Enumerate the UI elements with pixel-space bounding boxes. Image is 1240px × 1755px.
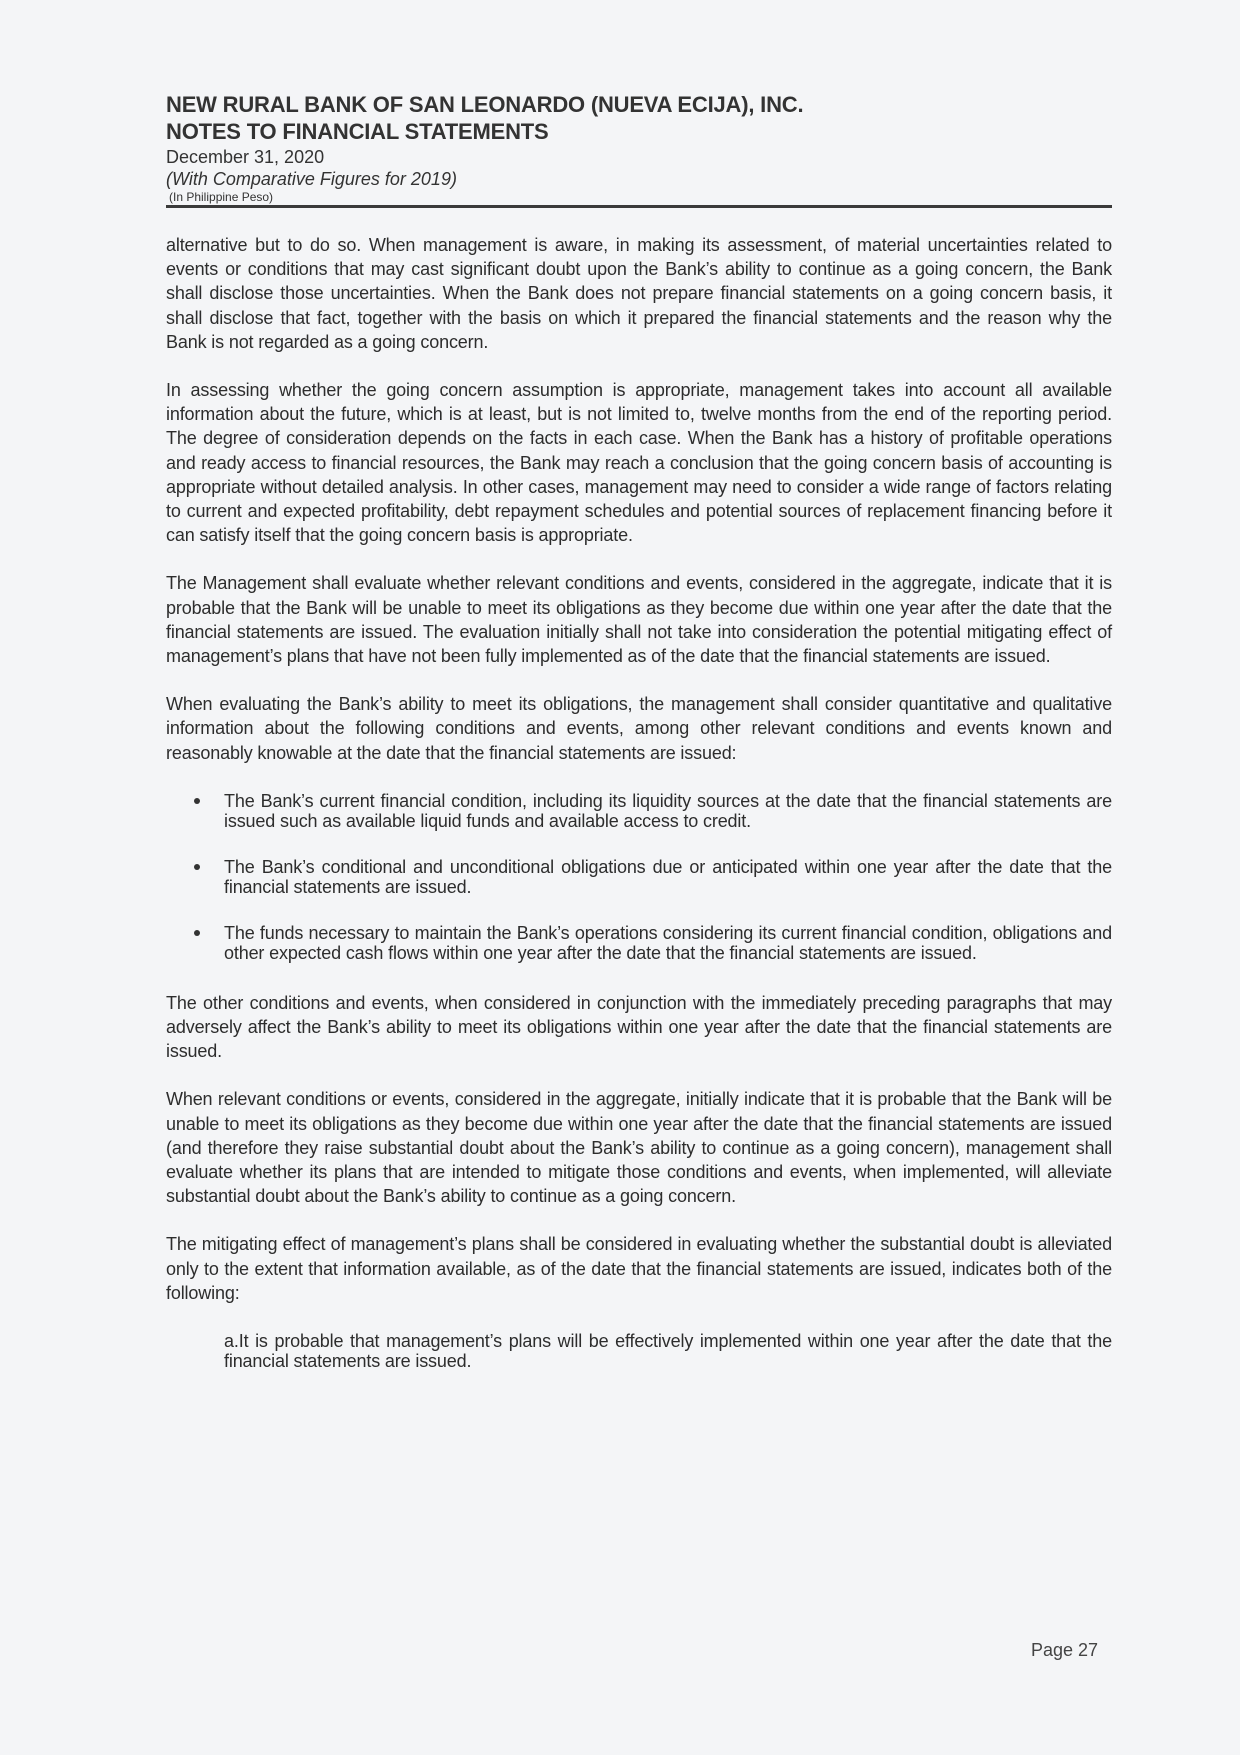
paragraph: alternative but to do so. When management is aware, in making its assessment, of material uncertainties related to events or conditions that may cast significant doubt upon the Bank’s ability to continue as a going concern, the Bank shall disclose those uncertainties. When the Bank does not prepare financial statements on a going concern basis, it shall disclose that fact, together with the basis on which it prepared the financial statements and the reason why the Bank is not regarded as a going concern. bbox=[166, 235, 1112, 352]
paragraph: When relevant conditions or events, considered in the aggregate, initially indicate that it is probable that the Bank will be unable to meet its obligations as they become due within one year after the date that the financial statements are issued (and therefore they raise substantial doubt about the Bank’s ability to continue as a going concern), management shall evaluate whether its plans that are intended to mitigate those conditions and events, when implemented, will alleviate substantial doubt about the Bank’s ability to continue as a going concern. bbox=[166, 1089, 1112, 1207]
bullet-icon bbox=[194, 930, 200, 936]
document-title: NOTES TO FINANCIAL STATEMENTS bbox=[166, 119, 549, 144]
paragraph-gap bbox=[166, 354, 1112, 378]
paragraph: The Management shall evaluate whether relevant conditions and events, considered in the aggregate, indicate that it is probable that the Bank will be unable to meet its obligations as they become due within one year after the date that the financial statements are issued. The evaluation initially shall not take into consideration the potential mitigating effect of management’s plans that have not been fully implemented as of the date that the financial statements are issued. bbox=[166, 573, 1112, 667]
list-item bbox=[166, 791, 1112, 831]
conditions-list bbox=[166, 791, 1112, 963]
paragraph-gap bbox=[166, 1063, 1112, 1087]
lettered-item: a.It is probable that management’s plans will be effectively implemented within one year after the date that the financial statements are issued. bbox=[224, 1331, 1112, 1372]
currency-note: (In Philippine Peso) bbox=[169, 190, 274, 204]
list-item-text: The Bank’s conditional and unconditional obligations due or anticipated within one year after the date that the financial statements are issued. bbox=[224, 856, 1112, 897]
list-item-text: The funds necessary to maintain the Bank’s operations considering its current financial condition, obligations and other expected cash flows within one year after the date that the financial statements are issued. bbox=[224, 922, 1112, 963]
paragraph-gap bbox=[166, 668, 1112, 692]
paragraph-gap bbox=[166, 1305, 1112, 1331]
list-item-text: The Bank’s current financial condition, including its liquidity sources at the date that the financial statements are issued such as available liquid funds and available access to credit. bbox=[224, 790, 1112, 831]
comparative-note: (With Comparative Figures for 2019) bbox=[166, 169, 457, 189]
statement-date: December 31, 2020 bbox=[166, 147, 325, 167]
list-item bbox=[166, 857, 1112, 897]
paragraph-gap bbox=[166, 765, 1112, 791]
paragraph-gap bbox=[166, 547, 1112, 571]
bullet-icon bbox=[194, 798, 200, 804]
header-divider bbox=[166, 205, 1112, 208]
list-item bbox=[166, 923, 1112, 963]
document-body bbox=[166, 233, 1112, 1371]
paragraph: When evaluating the Bank’s ability to meet its obligations, the management shall consider quantitative and qualitative information about the following conditions and events, among other relevant conditions and events known and reasonably knowable at the date that the financial statements are issued: bbox=[166, 694, 1112, 763]
paragraph: The mitigating effect of management’s plans shall be considered in evaluating whether the substantial doubt is alleviated only to the extent that information available, as of the date that the financial statements are issued, indicates both of the following: bbox=[166, 1234, 1112, 1303]
page-number: Page 27 bbox=[1031, 1640, 1099, 1660]
paragraph-gap bbox=[166, 963, 1112, 991]
company-name: NEW RURAL BANK OF SAN LEONARDO (NUEVA ECIJA), INC. bbox=[166, 92, 804, 117]
bullet-icon bbox=[194, 864, 200, 870]
document-header bbox=[166, 92, 1111, 208]
paragraph-gap bbox=[166, 1208, 1112, 1232]
paragraph: In assessing whether the going concern assumption is appropriate, management takes into account all available information about the future, which is at least, but is not limited to, twelve months from the end of the reporting period. The degree of consideration depends on the facts in each case. When the Bank has a history of profitable operations and ready access to financial resources, the Bank may reach a conclusion that the going concern basis of accounting is appropriate without detailed analysis. In other cases, management may need to consider a wide range of factors relating to current and expected profitability, debt repayment schedules and potential sources of replacement financing before it can satisfy itself that the going concern basis is appropriate. bbox=[166, 380, 1112, 546]
paragraph: The other conditions and events, when considered in conjunction with the immediately preceding paragraphs that may adversely affect the Bank’s ability to meet its obligations within one year after the date that the financial statements are issued. bbox=[166, 992, 1112, 1062]
